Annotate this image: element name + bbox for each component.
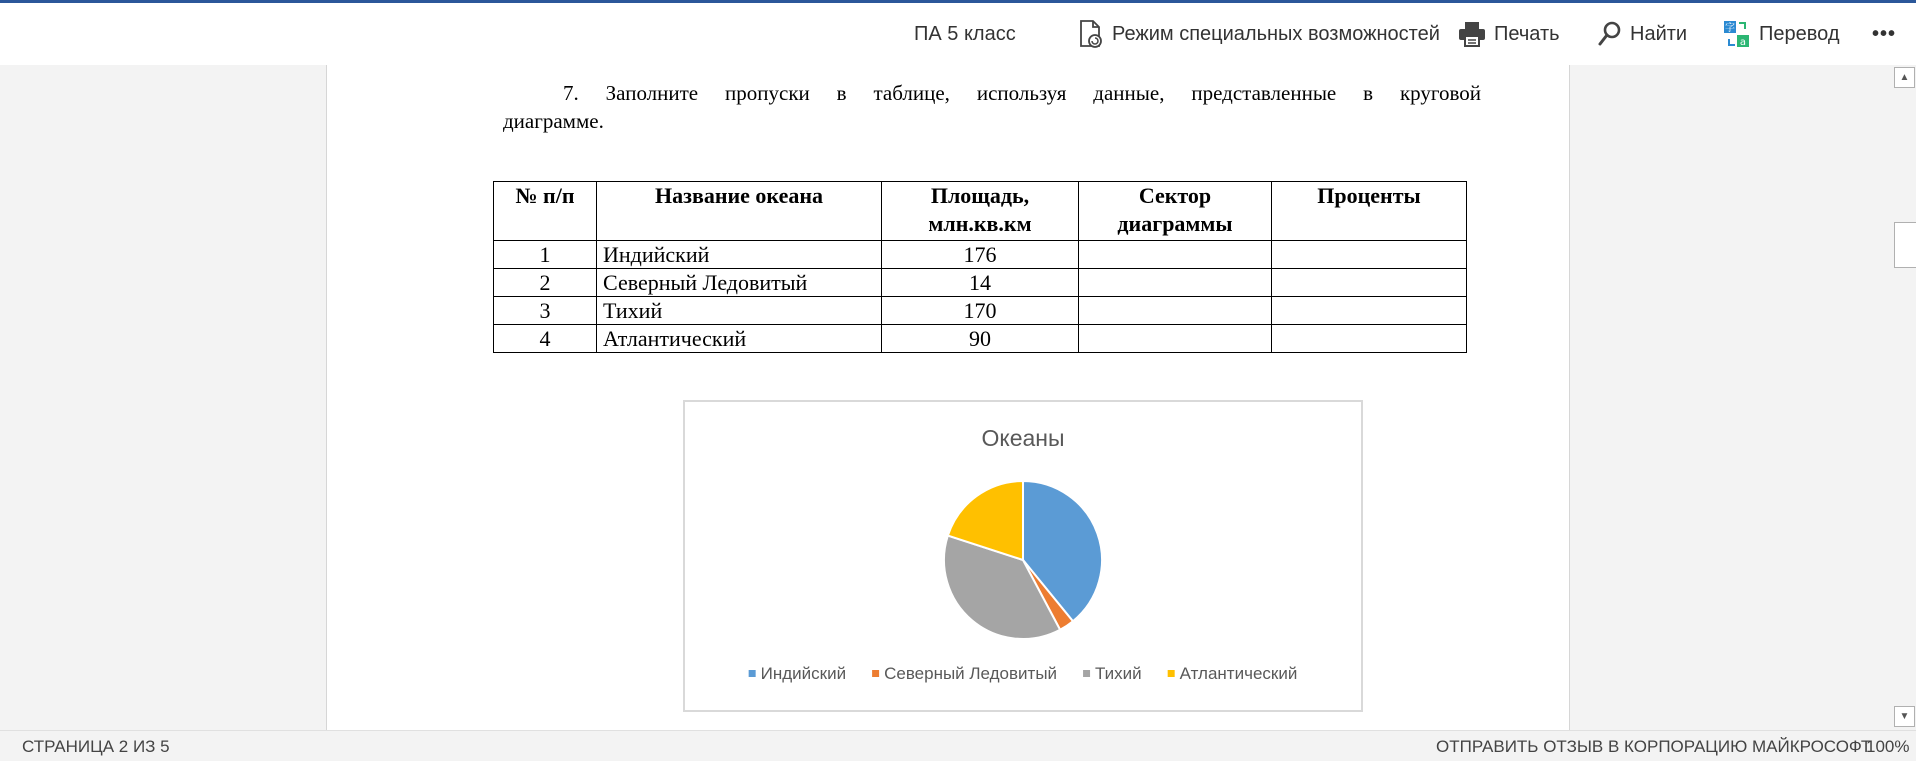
document-page [326,65,1570,730]
pie-chart-svg [685,402,1361,710]
legend-label-2: Северный Ледовитый [884,664,1058,683]
zoom-level[interactable]: 100% [1866,737,1910,756]
print-label: Печать [1494,22,1560,45]
cell-number: 2 [494,269,597,297]
more-icon: ••• [1872,22,1897,45]
cell-area: 90 [882,325,1079,353]
chart-legend [749,664,1298,683]
header-percent: Проценты [1272,182,1467,241]
accessibility-mode-label: Режим специальных возможностей [1112,22,1440,45]
cell-sector [1079,269,1272,297]
chart-title: Океаны [981,425,1065,451]
cell-number: 3 [494,297,597,325]
svg-text:a: a [1739,37,1747,48]
cell-percent [1272,241,1467,269]
legend-swatch-3 [1083,670,1090,677]
pie-chart [683,400,1363,712]
legend-swatch-4 [1168,670,1175,677]
cell-ocean-name: Атлантический [597,325,882,353]
legend-label-1: Индийский [760,664,847,683]
find-button[interactable] [1598,3,1687,65]
task-text-line-1: 7. Заполните пропуски в таблице, используя данные, представленные в круговой [563,81,1481,105]
more-options-button[interactable] [1872,3,1896,65]
oceans-table [493,181,1467,353]
cell-number: 4 [494,325,597,353]
document-viewer[interactable] [0,65,1916,730]
legend-label-3: Тихий [1095,664,1142,683]
cell-ocean-name: Индийский [597,241,882,269]
cell-percent [1272,269,1467,297]
legend-swatch-2 [872,670,879,677]
legend-label-4: Атлантический [1179,664,1298,683]
scrollbar-thumb[interactable] [1894,222,1916,268]
document-title-label: ПА 5 класс [914,22,1016,45]
feedback-link[interactable]: ОТПРАВИТЬ ОТЗЫВ В КОРПОРАЦИЮ МАЙКРОСОФТ [1436,737,1872,756]
cell-number: 1 [494,241,597,269]
scroll-down-icon[interactable]: ▼ [1894,706,1915,727]
task-text [503,79,1481,135]
task-text-line-2: диаграмме. [503,109,604,133]
header-sector: Сектор диаграммы [1079,182,1272,241]
table-row [494,297,1467,325]
cell-sector [1079,297,1272,325]
legend-swatch-1 [749,670,756,677]
search-icon [1598,21,1622,47]
translate-button[interactable] [1723,3,1840,65]
table-row [494,241,1467,269]
cell-ocean-name: Тихий [597,297,882,325]
cell-percent [1272,297,1467,325]
toolbar [0,3,1916,65]
print-button[interactable] [1458,3,1560,65]
translate-icon [1723,19,1751,49]
accessibility-icon [1078,19,1104,49]
scroll-up-icon[interactable]: ▲ [1894,67,1915,88]
cell-ocean-name: Северный Ледовитый [597,269,882,297]
cell-percent [1272,325,1467,353]
document-title [914,3,1016,65]
pie-slices [944,481,1102,639]
header-number: № п/п [494,182,597,241]
cell-area: 176 [882,241,1079,269]
cell-area: 14 [882,269,1079,297]
svg-text:字: 字 [1725,23,1735,34]
printer-icon [1458,21,1486,47]
accessibility-mode-button[interactable] [1078,3,1440,65]
header-ocean-name: Название океана [597,182,882,241]
vertical-scrollbar[interactable] [1891,65,1916,730]
status-bar [0,730,1916,761]
translate-label: Перевод [1759,22,1840,45]
table-row [494,325,1467,353]
page-indicator: СТРАНИЦА 2 ИЗ 5 [22,737,170,756]
cell-area: 170 [882,297,1079,325]
cell-sector [1079,241,1272,269]
cell-sector [1079,325,1272,353]
table-row [494,269,1467,297]
table-header-row [494,182,1467,241]
header-area: Площадь, млн.кв.км [882,182,1079,241]
find-label: Найти [1630,22,1688,45]
